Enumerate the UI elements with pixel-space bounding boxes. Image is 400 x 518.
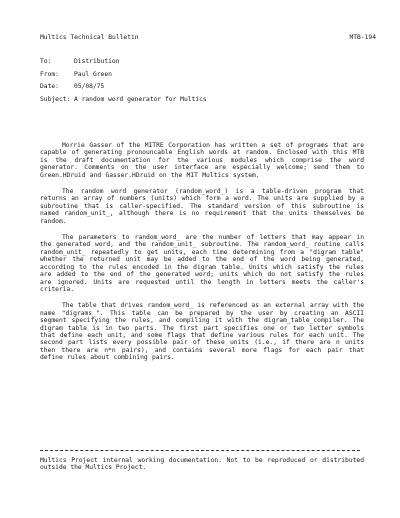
memo-subject-row xyxy=(40,96,360,109)
paragraph-intro: Morrie Gasser of the MITRE Corporation has written a set of programs that are capable of generating pronouncable English words at random. Enclosed with this MTB is the draft documentation for the various modules which comprise the word generator. Comments on the user interface are especially welcome; send them to Green.HDruid and Gasser.HDruid on the MIT Multics system. xyxy=(40,142,364,179)
memo-date-value: 05/08/75 xyxy=(74,83,105,91)
memo-subject-value: A random word generator for Multics xyxy=(74,95,207,103)
memo-subject-label: Subject: xyxy=(40,95,71,103)
document-body xyxy=(40,142,364,371)
memo-to-label: To: xyxy=(40,58,52,65)
memo-from-value: Paul Green xyxy=(74,70,112,78)
footer-divider xyxy=(40,450,360,451)
memo-header xyxy=(40,58,360,108)
bulletin-title: Multics Technical Bulletin xyxy=(40,34,139,41)
memo-from-row xyxy=(40,71,360,84)
paragraph-parameters: The parameters to random_word_ are the number of letters that may appear in the generated word, and the random_unit_ subroutine. The random_word_ routine calls random_unit_ repeatedly to get units, each time determining from a "digram table" whether the returned unit may be added to the end of the word being generated, according to the rules encoded in the digram table. Units which satisfy the rules are added to the end of the generated word; units which do not satisfy the rules are ignored. Units are requested until the length in letters meets the caller's criteria. xyxy=(40,234,364,293)
paragraph-random-word: The random word generator (random_word_) is a table-driven program that returns an array of numbers (units) which form a word. The units are supplied by a subroutine that is caller-specified. The standard version of this subroutine is named random_unit_, although there is no requirement that the units themselves be random. xyxy=(40,188,364,225)
footer-notice: Multics Project internal working documentation. Not to be reproduced or distributed outside the Multics Project. xyxy=(40,457,364,472)
paragraph-digram-table: The table that drives random_word_ is referenced as an external array with the name "digrams_". This table can be prepared by the user by creating an ASCII segment specifying the rules, and compiling it with the digram_table_compiler. The digram table is in two parts. The first part specifies one or two letter symbols that define each unit, and some flags that define various rules for each unit. The second part lists every possible pair of these units (i.e., if there are n units then there are n*n pairs), and contains several more flags for each pair that define rules about combining pairs. xyxy=(40,302,364,362)
memo-date-label: Date: xyxy=(40,83,59,91)
memo-date-row xyxy=(40,83,360,96)
memo-to-value: Distribution xyxy=(74,58,120,65)
memo-from-label: From: xyxy=(40,70,59,78)
bulletin-number: MTB-194 xyxy=(349,34,376,41)
memo-to-row xyxy=(40,58,360,71)
